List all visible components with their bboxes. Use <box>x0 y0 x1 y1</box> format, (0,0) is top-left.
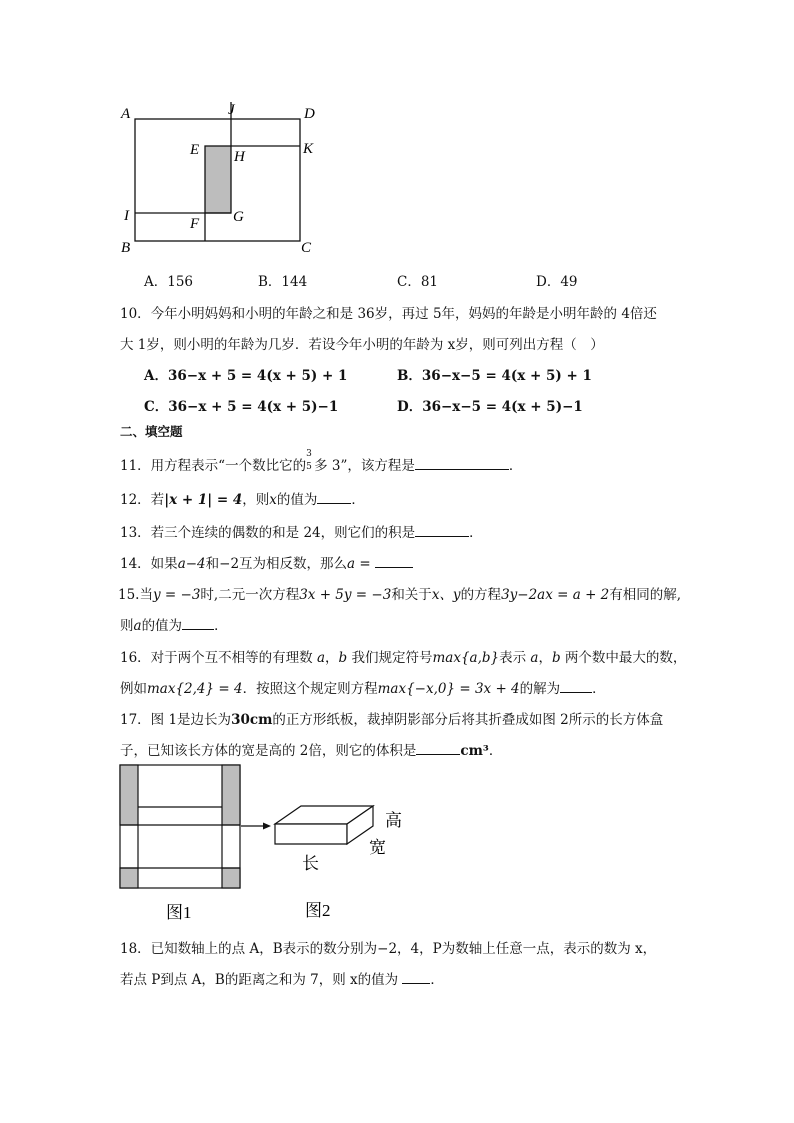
q16-line1: 16．对于两个互不相等的有理数 a，b 我们规定符号max{a,b}表示 a，b 两个数中最大的数， <box>120 650 687 666</box>
q12: 12．若|x + 1| = 4，则x的值为 ． <box>120 492 365 508</box>
q9-option-c: C．81 <box>397 274 439 290</box>
q10-line2: 大 1岁，则小明的年龄为几岁．若设今年小明的年龄为 x岁，则可列出方程（ ） <box>120 337 604 353</box>
q14: 14．如果a−4和−2互为相反数，那么a = <box>120 552 413 572</box>
shaded-right-bottom <box>222 868 240 888</box>
q10-option-a: A．36−x + 5 = 4(x + 5) + 1 <box>144 368 348 384</box>
q12-blank <box>317 491 351 504</box>
q11-end: ． <box>508 458 523 474</box>
q12-expr: |x + 1| = 4 <box>164 492 243 508</box>
q18-blank <box>402 971 430 984</box>
q18-line2: 若点 P到点 A，B的距离之和为 7，则 x的值为 ． <box>120 972 444 988</box>
q15-blank <box>182 617 214 630</box>
label-g: G <box>233 209 244 225</box>
q16-blank <box>560 680 592 693</box>
q11-text: 11．用方程表示“一个数比它的 <box>120 458 307 474</box>
q10-option-b: B．36−x−5 = 4(x + 5) + 1 <box>397 368 592 384</box>
q11 <box>120 449 523 474</box>
q11-text2: 多 3”，该方程是 <box>314 458 415 474</box>
q17-line2: 子，已知该长方体的宽是高的 2倍，则它的体积是 cm³． <box>120 743 503 759</box>
label-i: I <box>124 208 129 224</box>
label-h: H <box>234 149 245 165</box>
shaded-left-bottom <box>120 868 138 888</box>
box-figure <box>115 760 415 925</box>
caption-fig1: 图1 <box>166 903 192 922</box>
q11-fraction <box>306 449 314 472</box>
label-a: A <box>121 106 131 122</box>
q10-option-c: C．36−x + 5 = 4(x + 5)−1 <box>144 399 339 415</box>
q9-option-a: A．156 <box>144 274 194 290</box>
q11-frac-den: 5 <box>306 462 312 472</box>
q11-blank <box>415 457 509 470</box>
shaded-left-top <box>120 765 138 825</box>
q9-option-d: D．49 <box>536 274 578 290</box>
label-f: F <box>190 216 200 232</box>
label-gao: 高 <box>385 811 402 830</box>
shaded-right-top <box>222 765 240 825</box>
label-kuan: 宽 <box>369 838 386 857</box>
arrow-head <box>263 823 271 830</box>
q17-blank <box>416 742 460 755</box>
q13: 13．若三个连续的偶数的和是 24，则它们的积是 ． <box>120 525 483 541</box>
label-chang: 长 <box>302 854 319 873</box>
section-heading: 二、填空题 <box>120 424 183 439</box>
label-k: K <box>303 141 314 157</box>
label-c: C <box>301 240 312 256</box>
q11-frac-num: 3 <box>306 449 312 459</box>
label-e: E <box>190 142 200 158</box>
rectangle-figure <box>115 98 330 258</box>
label-j: J <box>228 102 235 118</box>
q18-line1: 18．已知数轴上的点 A，B表示的数分别为−2，4，P为数轴上任意一点，表示的数为 x， <box>120 941 657 957</box>
q15-line1: 15.当y = −3时,二元一次方程3x + 5y = −3和关于x、y的方程3y−2ax = a + 2有相同的解, <box>118 587 682 603</box>
q9-option-b: B．144 <box>258 274 308 290</box>
label-b: B <box>121 240 131 256</box>
q17-line1: 17．图 1是边长为30cm的正方形纸板，裁掉阴影部分后将其折叠成如图 2所示的长方体盒 <box>120 712 664 728</box>
q15-line2: 则a的值为 ． <box>120 618 228 634</box>
q10-option-d: D．36−x−5 = 4(x + 5)−1 <box>397 399 583 415</box>
q16-line2: 例如max{2,4} = 4．按照这个规定则方程max{−x,0} = 3x + 4的解为 ． <box>120 681 606 697</box>
shaded-rectangle <box>205 146 231 213</box>
cuboid-front <box>275 824 347 844</box>
q13-blank <box>415 524 469 537</box>
q14-blank <box>375 555 413 568</box>
q10-line1: 10．今年小明妈妈和小明的年龄之和是 36岁，再过 5年，妈妈的年龄是小明年龄的 4倍还 <box>120 306 657 322</box>
label-d: D <box>304 106 315 122</box>
caption-fig2: 图2 <box>305 901 331 920</box>
